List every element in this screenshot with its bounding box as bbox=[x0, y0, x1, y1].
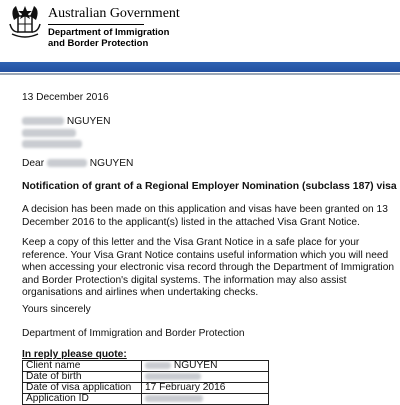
header-rule bbox=[48, 24, 144, 25]
letter-date: 13 December 2016 bbox=[22, 92, 109, 103]
table-row bbox=[23, 361, 269, 372]
redacted-application-id bbox=[145, 395, 203, 402]
recipient-address-line-2 bbox=[22, 139, 82, 152]
row-label: Client name bbox=[23, 361, 142, 372]
redacted-address-1 bbox=[22, 129, 76, 137]
signature-department: Department of Immigration and Border Protection bbox=[22, 328, 245, 339]
recipient-surname: NGUYEN bbox=[66, 116, 111, 127]
salutation-prefix: Dear bbox=[22, 158, 45, 169]
reply-heading: In reply please quote: bbox=[22, 349, 127, 360]
closing: Yours sincerely bbox=[22, 304, 91, 315]
salutation bbox=[22, 158, 133, 171]
client-surname: NGUYEN bbox=[173, 360, 218, 371]
table-row bbox=[23, 394, 269, 405]
redacted-date-of-birth bbox=[145, 373, 201, 380]
government-name: Australian Government bbox=[48, 6, 180, 21]
salutation-surname: NGUYEN bbox=[89, 158, 134, 169]
paragraph-decision: A decision has been made on this application and visas have been granted on 13 December 2016 to the applicant(s) listed in the attached Visa Grant Notice. bbox=[22, 204, 388, 228]
row-value bbox=[142, 361, 269, 372]
letterhead bbox=[0, 0, 400, 58]
row-label: Date of visa application bbox=[23, 383, 142, 394]
department-line-2: and Border Protection bbox=[48, 38, 149, 49]
coat-of-arms-icon bbox=[6, 2, 44, 46]
department-line-1: Department of Immigration bbox=[48, 27, 170, 38]
redacted-address-2 bbox=[22, 140, 82, 148]
row-label: Date of birth bbox=[23, 372, 142, 383]
paragraph-keep-copy: Keep a copy of this letter and the Visa Grant Notice in a safe place for your reference. Your Visa Grant Notice contains useful information which you will need when accessing your electronic visa record through the Department of Immigration and Border Protection's digital systems. The information may also assist organisations and airlines when undertaking checks. bbox=[22, 237, 395, 298]
redacted-given-name bbox=[145, 362, 171, 369]
table-row bbox=[23, 383, 269, 394]
row-value bbox=[142, 394, 269, 405]
header-blue-bar bbox=[0, 62, 400, 72]
subject-heading: Notification of grant of a Regional Employer Nomination (subclass 187) visa bbox=[22, 181, 397, 192]
row-value: 17 February 2016 bbox=[142, 383, 269, 394]
redacted-salutation-name bbox=[47, 159, 87, 167]
row-value bbox=[142, 372, 269, 383]
redacted-given-name bbox=[22, 117, 64, 125]
row-label: Application ID bbox=[23, 394, 142, 405]
recipient-name bbox=[22, 116, 110, 129]
table-row bbox=[23, 372, 269, 383]
quote-table bbox=[22, 360, 269, 405]
header-gray-line bbox=[0, 73, 400, 75]
